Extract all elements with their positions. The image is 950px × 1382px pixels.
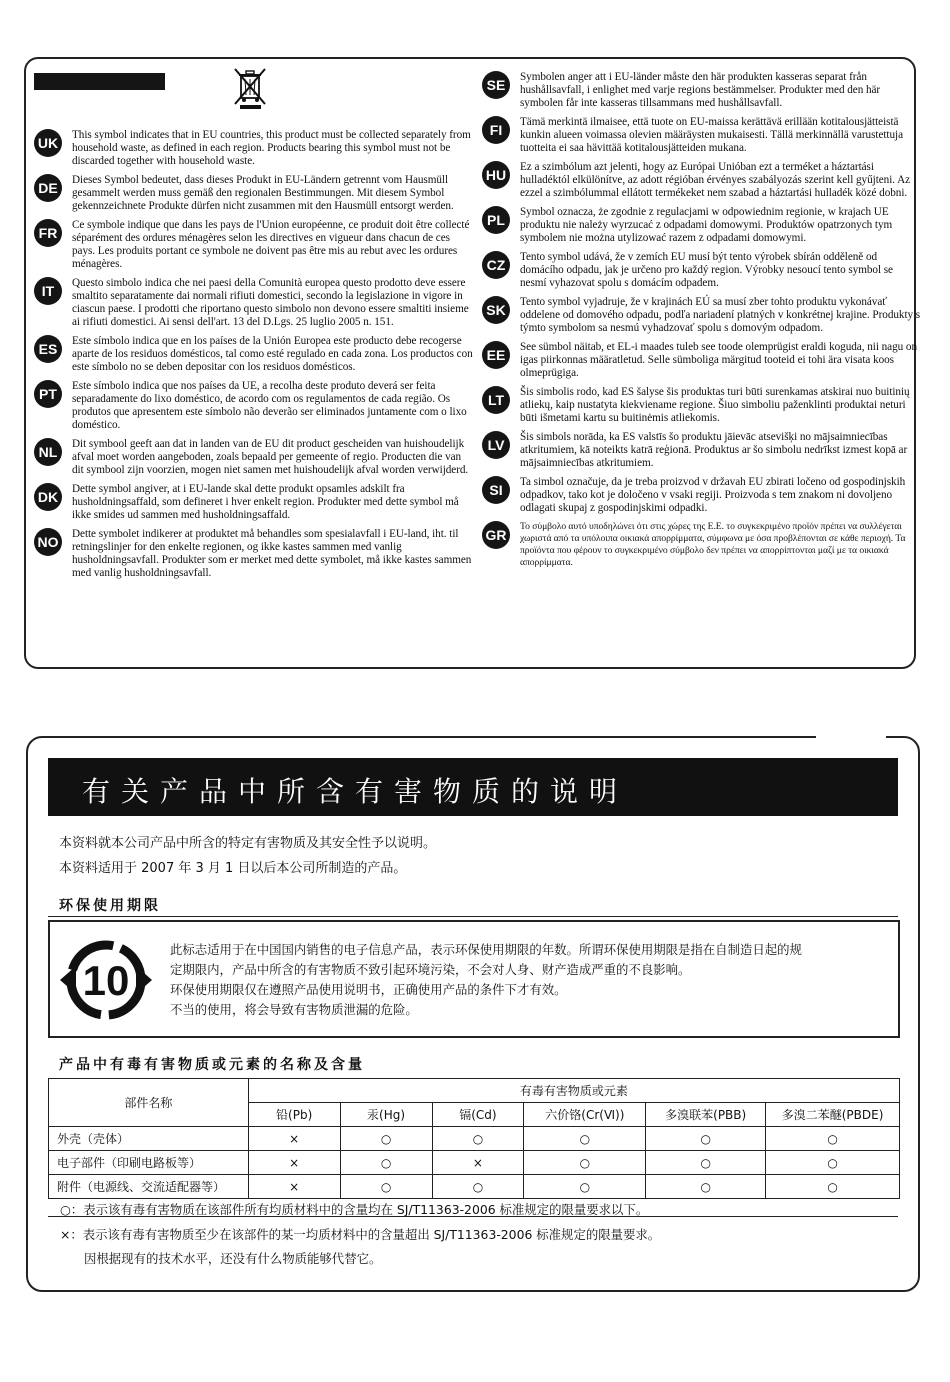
crossed-out-wheelie-bin-icon [232, 67, 268, 109]
language-badge: HU [482, 161, 510, 189]
weee-entry-lv [482, 431, 922, 470]
language-badge: GR [482, 521, 510, 549]
substance-header: 镉(Cd) [432, 1103, 524, 1127]
hazardous-substance-table [48, 1078, 900, 1199]
weee-entry-text: Το σύμβολο αυτό υποδηλώνει ότι στις χώρες της Ε.Ε. το συγκεκριμένο προϊόν πρέπει να συλλέγεται χωριστά από τα υπόλοιπα οικιακά απορρίμματα, σύμφωνα με όσα προβλέπονται σε κάθε περιοχή. Τα προϊόντα που φέρουν το συγκεκριμένο σύμβολο δεν πρέπει να απορρίπτονται μαζί με τα οικιακά απορρίμματα. [520, 521, 906, 568]
epup-box [48, 920, 900, 1038]
table-row [49, 1127, 900, 1151]
table-heading: 产品中有毒有害物质或元素的名称及含量 [59, 1057, 365, 1073]
language-badge: PT [34, 380, 62, 408]
table-row [49, 1151, 900, 1175]
weee-entry-text: Symbolen anger att i EU-länder måste den här produkten kasseras separat från hushållsavfall, i enlighet med varje regions bestämmelser. Produkter med den här symbolen får inte kasseras tillsammans med hushållsavfall. [520, 71, 881, 109]
substance-header: 多溴联苯(PBB) [646, 1103, 766, 1127]
weee-entry-text: Symbol oznacza, że zgodnie z regulacjami w odpowiednim regionie, w krajach UE produktu nie należy wyrzucać z odpadami domowymi. Produktów opatrzonych tym symbolem nie można utylizować razem z odpadami domowymi. [520, 206, 893, 244]
epup-heading: 环保使用期限 [59, 898, 161, 914]
weee-entry-es [34, 335, 474, 374]
language-badge: SK [482, 296, 510, 324]
content-mark-cell: ○ [524, 1151, 646, 1175]
weee-entry-text: Tento symbol vyjadruje, že v krajinách EÚ sa musí zber tohto produktu vykonávať oddelene od domového odpadu, podľa nariadení platných v konkrétnej krajine. Produkty s týmto symbolom sa nesmú vyhadzovať spolu s domovým odpadom. [520, 296, 921, 334]
substance-header: 汞(Hg) [340, 1103, 432, 1127]
weee-entry-pt [34, 380, 474, 432]
content-mark-cell: ○ [432, 1127, 524, 1151]
title-bar [48, 758, 898, 816]
note-circle: ○：表示该有毒有害物质在该部件所有均质材料中的含量均在 SJ/T11363-2006 标准规定的限量要求以下。 [60, 1202, 649, 1217]
language-badge: UK [34, 129, 62, 157]
content-mark-cell: × [248, 1151, 340, 1175]
weee-entry-text: Dit symbool geeft aan dat in landen van de EU dit product gescheiden van huishoudelijk afval moet worden aangeboden, zoals bepaald per gemeente of regio. Producten die van dit symbool zijn voorzien, mogen niet samen met huishoudelijk afval worden verwijderd. [72, 438, 469, 476]
epup-description [170, 940, 802, 1020]
weee-entry-text: Este símbolo indica que nos países da UE, a recolha deste produto deverá ser feita separadamente do lixo doméstico, de acordo com os regulamentos de cada região. Os produtos que apresentem este símbolo não deverão ser eliminados juntamente com o lixo doméstico. [72, 380, 467, 431]
weee-entry-text: Dette symbol angiver, at i EU-lande skal dette produkt opsamles adskilt fra husholdningsaffald, som defineret i hver enkelt region. Produkter med dette symbol må ikke smides ud sammen med husholdningsaffald. [72, 483, 459, 521]
weee-entry-text: Tämä merkintä ilmaisee, että tuote on EU-maissa kerättävä erillään kotitalousjätteistä kunkin alueen voimassa olevien määräysten mukaisesti. Tällä merkinnällä varustettuja tuotteita ei saa hävittää kotitalousjätteiden mukana. [520, 116, 903, 154]
language-badge: IT [34, 277, 62, 305]
weee-entry-de [34, 174, 474, 213]
weee-entry-text: Ta simbol označuje, da je treba proizvod v državah EU zbirati ločeno od gospodinjskih odpadkov, tako kot je določeno v vsaki regiji. Proizvoda s tem znakom ni dovoljeno odlagati skupaj z gospodinjskimi odpadki. [520, 476, 906, 514]
content-mark-cell: ○ [646, 1175, 766, 1199]
panel-title: 有关产品中所含有害物质的说明 [82, 775, 629, 808]
language-badge: LT [482, 386, 510, 414]
frame-gap [816, 732, 886, 740]
weee-entry-dk [34, 483, 474, 522]
content-mark-cell: ○ [340, 1151, 432, 1175]
content-mark-cell: × [432, 1151, 524, 1175]
weee-entry-text: See sümbol näitab, et EL-i maades tuleb see toode olemprügist eraldi koguda, nii nagu on igas piirkonnas määratletud. Selle sümboliga märgitud tooteid ei tohi ära visata koos olmeprügiga. [520, 341, 918, 379]
weee-entry-fi [482, 116, 922, 155]
content-mark-cell: × [248, 1127, 340, 1151]
content-mark-cell: ○ [524, 1175, 646, 1199]
epup-10-year-logo-icon [56, 936, 156, 1024]
weee-entry-cz [482, 251, 922, 290]
weee-left-column [34, 129, 474, 586]
intro-line-2: 本资料适用于 2007 年 3 月 1 日以后本公司所制造的产品。 [59, 861, 407, 876]
language-badge: DE [34, 174, 62, 202]
weee-entry-text: Este símbolo indica que en los países de la Unión Europea este producto debe recogerse aparte de los residuos domésticos, tal como esté regulado en cada zona. Los productos con este símbolo no se deben depositar con los residuos domésticos. [72, 335, 473, 373]
epup-line: 环保使用期限仅在遵照产品使用说明书，正确使用产品的条件下才有效。 [170, 982, 567, 997]
content-mark-cell: ○ [432, 1175, 524, 1199]
weee-entry-hu [482, 161, 922, 200]
weee-entry-text: Dette symbolet indikerer at produktet må behandles som spesialavfall i EU-land, iht. til retningslinjer for den enkelte regionen, og ikke kastes sammen med vanlig husholdningsavfall. Produkter som er merket med dette symbolet, må ikke kastes sammen med vanlig husholdningsavfall. [72, 528, 472, 579]
weee-entry-nl [34, 438, 474, 477]
epup-line: 不当的使用，将会导致有害物质泄漏的危险。 [170, 1002, 418, 1017]
substance-header: 六价铬(Cr(Ⅵ)) [524, 1103, 646, 1127]
table-row [49, 1175, 900, 1199]
content-mark-cell: ○ [524, 1127, 646, 1151]
weee-entry-si [482, 476, 922, 515]
weee-entry-text: Šis simbolis rodo, kad ES šalyse šis produktas turi būti surenkamas atskirai nuo buitinių atliekų, kaip nustatyta kiekviename regione. Šiuo simboliu paženklinti produktai neturi būti išmetami kartu su buitinėmis atliekomis. [520, 386, 910, 424]
content-mark-cell: ○ [340, 1175, 432, 1199]
note-reason: 因根据现有的技术水平，还没有什么物质能够代替它。 [84, 1251, 382, 1266]
language-badge: DK [34, 483, 62, 511]
content-mark-cell: ○ [766, 1127, 900, 1151]
weee-entry-fr [34, 219, 474, 271]
part-name-cell: 附件（电源线、交流适配器等） [49, 1175, 249, 1199]
content-mark-cell: ○ [766, 1151, 900, 1175]
epup-line: 此标志适用于在中国国内销售的电子信息产品，表示环保使用期限的年数。所谓环保使用期限是指在自制造日起的规 [170, 942, 802, 957]
weee-entry-gr [482, 521, 922, 569]
language-badge: ES [34, 335, 62, 363]
epup-line: 定期限内，产品中所含的有害物质不致引起环境污染，不会对人身、财产造成严重的不良影响。 [170, 962, 691, 977]
content-mark-cell: ○ [646, 1127, 766, 1151]
weee-entry-text: Ce symbole indique que dans les pays de l'Union européenne, ce produit doit être collecté séparément des ordures ménagères selon les directives en vigueur dans chacun de ces pays. Les produits portant ce symbole ne doivent pas être mis au rebut avec les ordures ménagères. [72, 219, 470, 270]
language-badge: SI [482, 476, 510, 504]
language-badge: FI [482, 116, 510, 144]
content-mark-cell: ○ [766, 1175, 900, 1199]
weee-entry-text: This symbol indicates that in EU countries, this product must be collected separately from household waste, as defined in each region. Products bearing this symbol must not be discarded together with household waste. [72, 129, 471, 167]
substance-header: 多溴二苯醚(PBDE) [766, 1103, 900, 1127]
note-cross: ×：表示该有毒有害物质至少在该部件的某一均质材料中的含量超出 SJ/T11363-2006 标准规定的限量要求。 [60, 1227, 661, 1242]
language-badge: NO [34, 528, 62, 556]
weee-entry-lt [482, 386, 922, 425]
language-badge: LV [482, 431, 510, 459]
weee-entry-text: Questo simbolo indica che nei paesi della Comunità europea questo prodotto deve essere smaltito separatamente dai normali rifiuti domestici, secondo la legislazione in vigore in ciascun paese. I prodotti che riportano questo simbolo non devono essere smaltiti insieme ai rifiuti domestici. Ai sensi dell'art. 13 del D.Lgs. 25 luglio 2005 n. 151. [72, 277, 469, 328]
language-badge: FR [34, 219, 62, 247]
china-rohs-panel [26, 736, 920, 1292]
epup-logo-number: 10 [82, 957, 130, 1004]
content-mark-cell: × [248, 1175, 340, 1199]
language-badge: PL [482, 206, 510, 234]
weee-entry-ee [482, 341, 922, 380]
weee-notice-panel [24, 57, 921, 669]
language-badge: SE [482, 71, 510, 99]
language-badge: CZ [482, 251, 510, 279]
weee-entry-text: Ez a szimbólum azt jelenti, hogy az Európai Unióban ezt a terméket a háztartási hulladéktól elkülönítve, az adott régióban érvényes szabályozás szerint kell gyűjteni. Az ezzel a szimbólummal ellátott termékeket nem szabad a háztartási hulladék közé dobni. [520, 161, 911, 199]
substance-group-header: 有毒有害物质或元素 [248, 1079, 899, 1103]
substance-header: 铅(Pb) [248, 1103, 340, 1127]
weee-entry-no [34, 528, 474, 580]
part-name-cell: 外壳（壳体） [49, 1127, 249, 1151]
weee-entry-text: Dieses Symbol bedeutet, dass dieses Produkt in EU-Ländern getrennt vom Hausmüll gesammelt werden muss gemäß den regionalen Bestimmungen. Mit diesem Symbol gekennzeichnete Produkte dürfen nicht zusammen mit den Hausmüll entsorgt werden. [72, 174, 454, 212]
part-name-header: 部件名称 [49, 1079, 249, 1127]
content-mark-cell: ○ [646, 1151, 766, 1175]
weee-entry-text: Šis simbols norāda, ka ES valstīs šo produktu jāievāc atsevišķi no mājsaimniecības atkritumiem, kā noteikts katrā reģionā. Produktus ar šo simbolu nedrīkst izmest kopā ar mājsaimniecības atkritumiem. [520, 431, 908, 469]
content-mark-cell: ○ [340, 1127, 432, 1151]
language-badge: NL [34, 438, 62, 466]
weee-entry-pl [482, 206, 922, 245]
language-badge: EE [482, 341, 510, 369]
part-name-cell: 电子部件（印刷电路板等） [49, 1151, 249, 1175]
weee-entry-uk [34, 129, 474, 168]
weee-entry-sk [482, 296, 922, 335]
weee-entry-se [482, 71, 922, 110]
black-label-bar [34, 73, 165, 90]
divider [48, 916, 898, 917]
intro-line-1: 本资料就本公司产品中所含的特定有害物质及其安全性予以说明。 [59, 836, 437, 851]
weee-entry-it [34, 277, 474, 329]
weee-right-column [482, 71, 922, 575]
weee-entry-text: Tento symbol udává, že v zemích EU musí být tento výrobek sbírán odděleně od domácího odpadu, jak je určeno pro každý region. Výrobky nesoucí tento symbol se nesmí vyhazovat spolu s domácím odpadem. [520, 251, 893, 289]
